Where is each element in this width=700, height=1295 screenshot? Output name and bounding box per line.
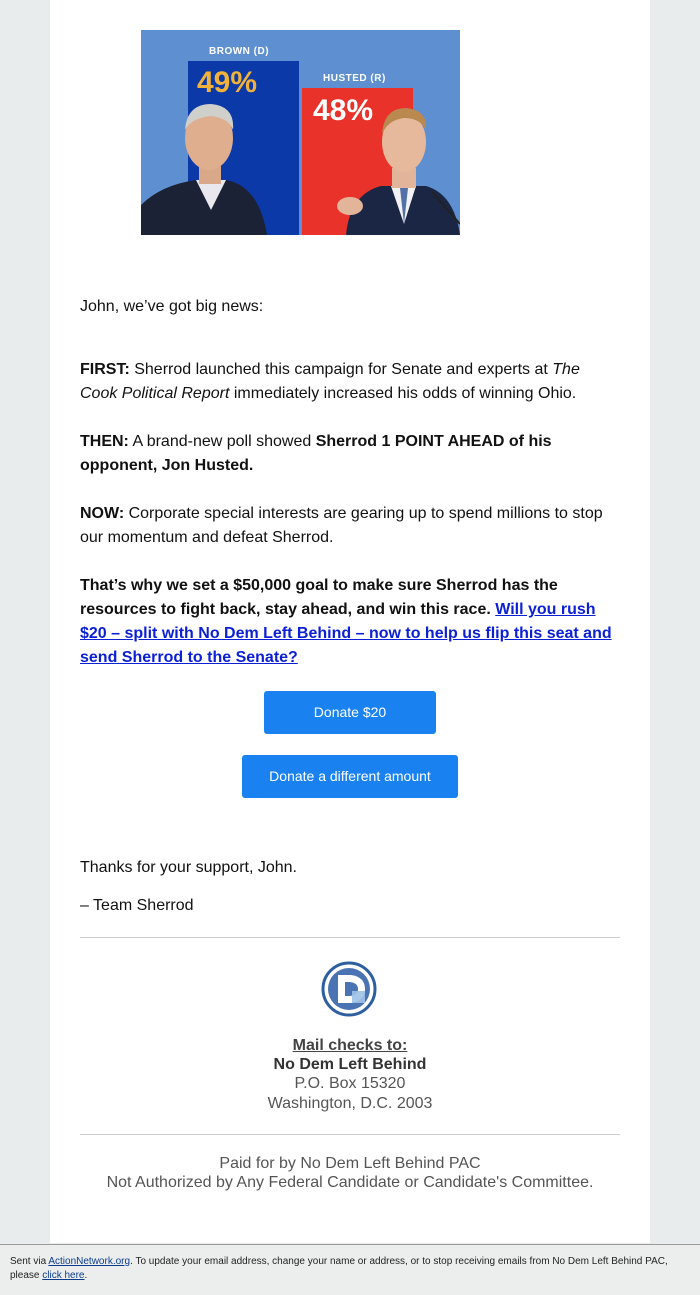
city-address: Washington, D.C. 2003 bbox=[267, 1095, 433, 1112]
now-text: Corporate special interests are gearing up to spend millions to stop our momentum and defeat Sherrod. bbox=[80, 505, 603, 546]
then-text: A brand-new poll showed bbox=[128, 433, 316, 450]
end-period: . bbox=[84, 1270, 88, 1281]
then-bold: Sherrod 1 POINT AHEAD of his opponent, Jon Husted. bbox=[80, 433, 552, 474]
paragraph-goal bbox=[80, 574, 620, 670]
donate-link[interactable]: Will you rush $20 – split with No Dem Left Behind – now to help us flip this seat and send Sherrod to the Senate? bbox=[80, 601, 612, 666]
first-text-1: Sherrod launched this campaign for Senate and experts at bbox=[129, 361, 553, 378]
poll-hero-image bbox=[141, 30, 460, 235]
husted-percent: 48% bbox=[313, 94, 374, 127]
mail-checks-label: Mail checks to: bbox=[292, 1037, 408, 1054]
donate-20-button[interactable]: Donate $20 bbox=[264, 691, 436, 734]
first-label: FIRST: bbox=[80, 361, 130, 378]
brown-label: BROWN (D) bbox=[209, 46, 270, 57]
signoff: – Team Sherrod bbox=[80, 897, 194, 914]
greeting: John, we’ve got big news: bbox=[80, 298, 264, 315]
no-dem-left-behind-logo-icon bbox=[321, 961, 377, 1017]
donate-different-amount-button[interactable]: Donate a different amount bbox=[242, 755, 458, 798]
paragraph-now bbox=[80, 502, 620, 550]
first-text-2: immediately increased his odds of winning Ohio. bbox=[229, 385, 577, 402]
brown-photo bbox=[141, 100, 271, 235]
husted-label: HUSTED (R) bbox=[323, 73, 386, 84]
now-label: NOW: bbox=[80, 505, 125, 522]
brown-percent: 49% bbox=[197, 66, 258, 99]
thanks-line: Thanks for your support, John. bbox=[80, 859, 297, 876]
update-text: . To update your email address, change your name or address, or to stop receiving emails from No Dem Left Behind PAC, please bbox=[10, 1256, 668, 1281]
unsubscribe-notice bbox=[10, 1255, 690, 1283]
then-label: THEN: bbox=[80, 433, 129, 450]
paid-for-disclaimer: Paid for by No Dem Left Behind PAC bbox=[219, 1155, 481, 1172]
husted-photo bbox=[336, 94, 460, 235]
po-box: P.O. Box 15320 bbox=[294, 1075, 406, 1092]
goal-bold: That’s why we set a $50,000 goal to make sure Sherrod has the resources to fight back, stay ahead, and win this race. bbox=[80, 577, 558, 618]
paragraph-first bbox=[80, 358, 620, 406]
click-here-link[interactable]: click here bbox=[42, 1270, 85, 1281]
divider-bottom bbox=[80, 1134, 620, 1135]
cook-political-report: The Cook Political Report bbox=[80, 361, 580, 402]
bottom-bar bbox=[0, 1244, 700, 1295]
org-name: No Dem Left Behind bbox=[273, 1056, 427, 1073]
action-network-link[interactable]: ActionNetwork.org bbox=[48, 1256, 131, 1267]
divider-top bbox=[80, 937, 620, 938]
not-authorized-disclaimer: Not Authorized by Any Federal Candidate or Candidate's Committee. bbox=[106, 1174, 594, 1191]
sent-via-text: Sent via bbox=[10, 1256, 49, 1267]
paragraph-then bbox=[80, 430, 620, 478]
